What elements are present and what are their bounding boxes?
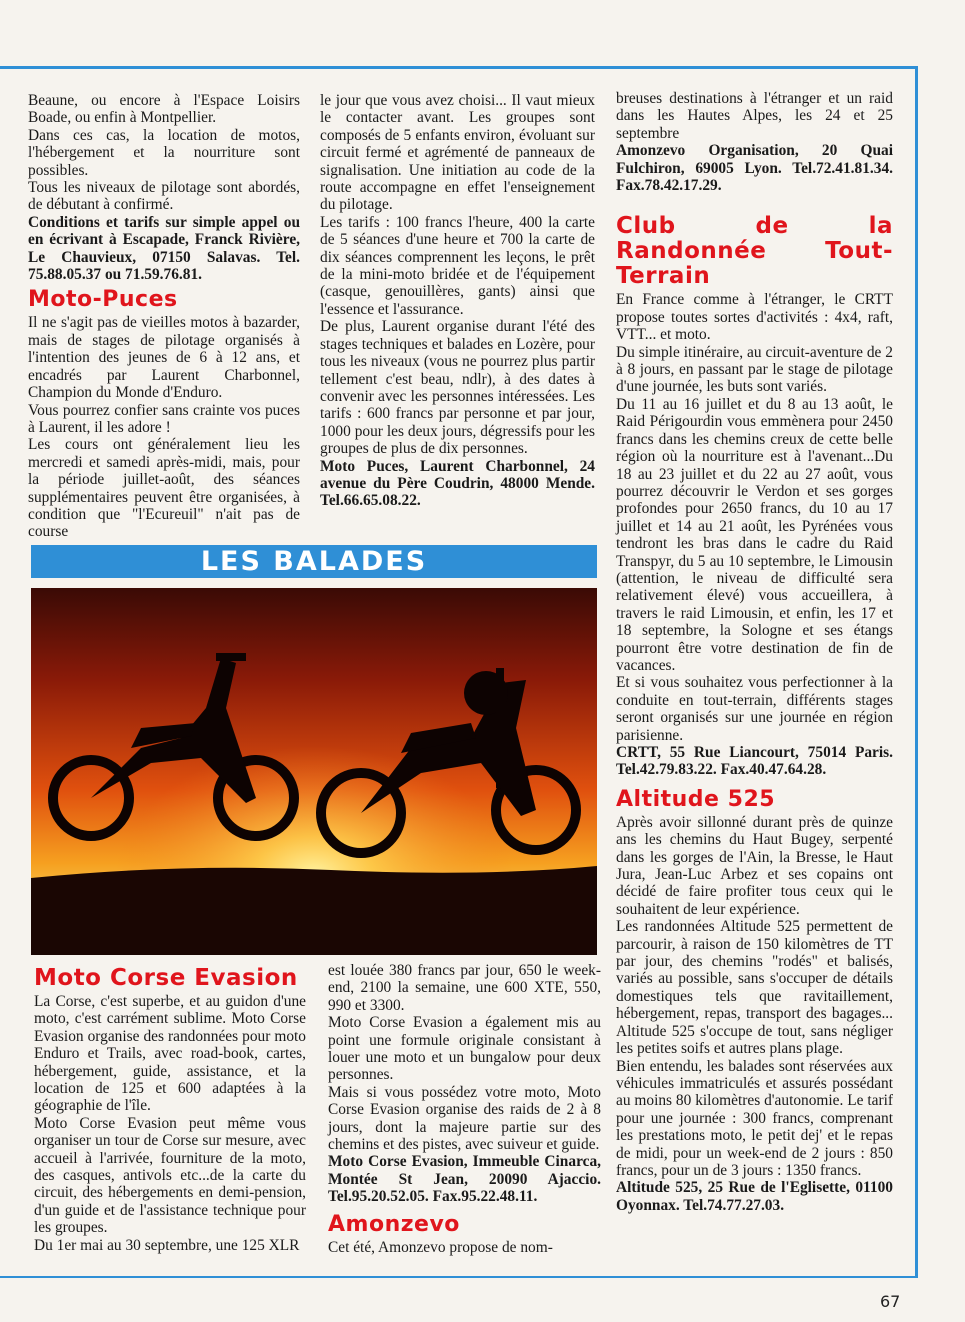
contact-info: Moto Puces, Laurent Charbonnel, 24 avenue du Père Coudrin, 48000 Mende. Tel.66.65.08.22. bbox=[320, 457, 595, 510]
column-4 bbox=[34, 962, 306, 1254]
column-5 bbox=[328, 962, 601, 1256]
heading-club-randonnee: Club de la Randonnée Tout-Terrain bbox=[616, 213, 893, 290]
frame-right-rule bbox=[915, 66, 918, 1278]
paragraph: le jour que vous avez choisi... Il vaut mieux le contacter avant. Les groupes sont composés de 5 enfants environ, évoluant sur circuit fermé et agrémenté de panneaux de signalisation. Une initiation au code de la route accompagne en effet l'enseignement du pilotage. bbox=[320, 92, 595, 214]
paragraph: Les randonnées Altitude 525 permettent de parcourir, à raison de 150 kilomètres de TT par jour, des chemins "rodés" et balisés, variés au possible, sans s'occuper de détails domestiques tels que ravitaillement, hébergement, repas, transport des bagages... Altitude 525 s'occupe de tout, sans négliger les petites soifs et autres plans plage. bbox=[616, 918, 893, 1058]
contact-paragraph bbox=[320, 458, 595, 510]
contact-info: Amonzevo Organisation, 20 Quai Fulchiron, 69005 Lyon. Tel.72.41.81.34. Fax.78.42.17.29. bbox=[616, 142, 893, 195]
paragraph: Il ne s'agit pas de vieilles motos à bazarder, mais de stages de pilotage organisés à l'intention des jeunes de 6 à 12 ans, et encadrés par Laurent Charbonnel, Champion du Monde d'Enduro. bbox=[28, 314, 300, 402]
paragraph: est louée 380 francs par jour, 650 le week-end, 2100 la semaine, une 600 XTE, 550, 990 et 3300. bbox=[328, 962, 601, 1014]
column-2 bbox=[320, 92, 595, 510]
contact-paragraph bbox=[28, 214, 300, 284]
heading-moto-corse-evasion: Moto Corse Evasion bbox=[34, 965, 298, 991]
paragraph: Moto Corse Evasion peut même vous organiser un tour de Corse sur mesure, avec accueil à l'arrivée, fourniture de la moto, des casques, antivols etc...de la carte du circuit, des hébergements en demi-pension, d'un guide et de l'assistance technique pour les groupes. bbox=[34, 1114, 306, 1237]
paragraph: Du 11 au 16 juillet et du 8 au 13 août, le Raid Périgourdin vous emmènera pour 2450 francs dans les chemins creux de cette belle région où la nourriture est à l'avenant...Du 18 au 23 juillet et du 22 au 27 août, vous pourrez découvrir le Verdon et ses gorges profondes pour 2650 francs, du 10 au 17 juillet et 14 au 21 août, les Pyrénées vous tendront les bras dans le cadre du Raid Transpyr, du 5 au 10 septembre, le Limousin (attention, le niveau de difficulté sera relativement élevé) vous accueillera, à travers le raid Limousin, et enfin, les 17 et 18 septembre, la Sologne et ses étangs pourront être votre destination de fin de vacances. bbox=[616, 395, 893, 674]
top-rule bbox=[0, 66, 918, 69]
paragraph: Du simple itinéraire, au circuit-aventure de 2 à 8 jours, en passant par le stage de pilotage d'une journée, les buts sont variés. bbox=[616, 343, 893, 396]
contact-info: Conditions et tarifs sur simple appel ou en écrivant à Escapade, Franck Rivière, Le Chauvieux, 07150 Salavas. Tel. 75.88.05.37 ou 71.59.76.81. bbox=[28, 213, 300, 284]
paragraph: Et si vous souhaitez vous perfectionner à la conduite en tout-terrain, différents stages seront organisés sur une journée en région parisienne. bbox=[616, 674, 893, 744]
paragraph: Les tarifs : 100 francs l'heure, 400 la carte de 5 séances d'une heure et 700 la carte de dix séances comprennent les leçons, le prêt de la mini-moto bridée et de l'équipement (casque, genouillères, gants) ainsi que l'essence et l'assurance. bbox=[320, 213, 595, 318]
contact-info: CRTT, 55 Rue Liancourt, 75014 Paris. Tel.42.79.83.22. Fax.40.47.64.28. bbox=[616, 744, 893, 779]
section-banner bbox=[31, 545, 597, 578]
paragraph: Vous pourrez confier sans crainte vos puces à Laurent, il les adore ! bbox=[28, 401, 300, 436]
contact-paragraph bbox=[328, 1153, 601, 1205]
contact-paragraph bbox=[616, 142, 893, 194]
paragraph: La Corse, c'est superbe, et au guidon d'une moto, c'est carrément sublime. Moto Corse Evasion organise des randonnées pour moto Enduro et Trails, avec road-book, cartes, hébergement, guide, assistance, et la location de 125 et 600 adaptées à la géographie de l'île. bbox=[34, 993, 306, 1115]
paragraph: De plus, Laurent organise durant l'été des stages techniques et balades en Lozère, pour tous les niveaux (vous ne pourrez plus partir tellement c'est beau, ndlr), à des dates à convenir avec les personnes intéressées. Les tarifs : 600 francs par personne et par jour, 1000 pour les deux jours, dégressifs pour les groupes de plus de dix personnes. bbox=[320, 318, 595, 458]
paragraph: Mais si vous possédez votre moto, Moto Corse Evasion organise des raids de 2 à 8 jours, dont la majeure partie sur des chemins et des pistes, avec suiveur et guide. bbox=[328, 1083, 601, 1154]
column-1 bbox=[28, 92, 300, 541]
paragraph: Dans ces cas, la location de motos, l'hébergement et la nourriture sont possibles. bbox=[28, 126, 300, 179]
bottom-rule bbox=[0, 1276, 918, 1278]
contact-paragraph bbox=[616, 744, 893, 779]
sunset-motorcycles-photo bbox=[31, 588, 597, 955]
paragraph: Cet été, Amonzevo propose de nom- bbox=[328, 1238, 553, 1256]
paragraph: Après avoir sillonné durant près de quinze ans les chemins du Haut Bugey, serpenté dans les gorges de l'Ain, la Bresse, le Haut Jura, Jean-Luc Arbez et ses copains ont décidé de faire profiter tous ceux qui le souhaitent de leur expérience. bbox=[616, 813, 893, 918]
page-number: 67 bbox=[880, 1292, 901, 1311]
column-3 bbox=[616, 90, 893, 1214]
paragraph: En France comme à l'étranger, le CRTT propose toutes sortes d'activités : 4x4, raft, VTT... et moto. bbox=[616, 291, 893, 344]
paragraph: Bien entendu, les balades sont réservées aux véhicules immatriculés et assurés possédant au moins 80 kilomètres d'autonomie. Le tarif pour une journée : 300 francs, comprenant les prestations moto, le petit dej' et le repas de midi, pour un week-end de 2 jours : 850 francs, pour un de 3 jours : 1350 francs. bbox=[616, 1057, 893, 1179]
paragraph: Moto Corse Evasion a également mis au point une formule originale consistant à louer une moto et un bungalow pour deux personnes. bbox=[328, 1014, 601, 1084]
heading-amonzevo: Amonzevo bbox=[328, 1211, 460, 1237]
paragraph: Du 1er mai au 30 septembre, une 125 XLR bbox=[34, 1236, 300, 1254]
banner-title: LES BALADES bbox=[200, 546, 428, 577]
heading-altitude-525: Altitude 525 bbox=[616, 786, 776, 812]
paragraph: Tous les niveaux de pilotage sont abordés, de débutant à confirmé. bbox=[28, 179, 300, 214]
contact-info: Moto Corse Evasion, Immeuble Cinarca, Montée St Jean, 20090 Ajaccio. Tel.95.20.52.05. Fax.95.22.48.11. bbox=[328, 1153, 601, 1206]
contact-info: Altitude 525, 25 Rue de l'Eglisette, 01100 Oyonnax. Tel.74.77.27.03. bbox=[616, 1179, 893, 1214]
paragraph: Les cours ont généralement lieu les mercredi et samedi après-midi, mais, pour la période juillet-août, des séances supplémentaires peuvent être organisées, à condition que "l'Ecureuil" n'ait pas de course bbox=[28, 436, 300, 541]
heading-moto-puces: Moto-Puces bbox=[28, 287, 178, 313]
paragraph: Beaune, ou encore à l'Espace Loisirs Boade, ou enfin à Montpellier. bbox=[28, 92, 300, 127]
paragraph: breuses destinations à l'étranger et un raid dans les Hautes Alpes, les 24 et 25 septembre bbox=[616, 90, 893, 142]
contact-paragraph bbox=[616, 1179, 893, 1214]
photo-illustration bbox=[31, 588, 597, 955]
